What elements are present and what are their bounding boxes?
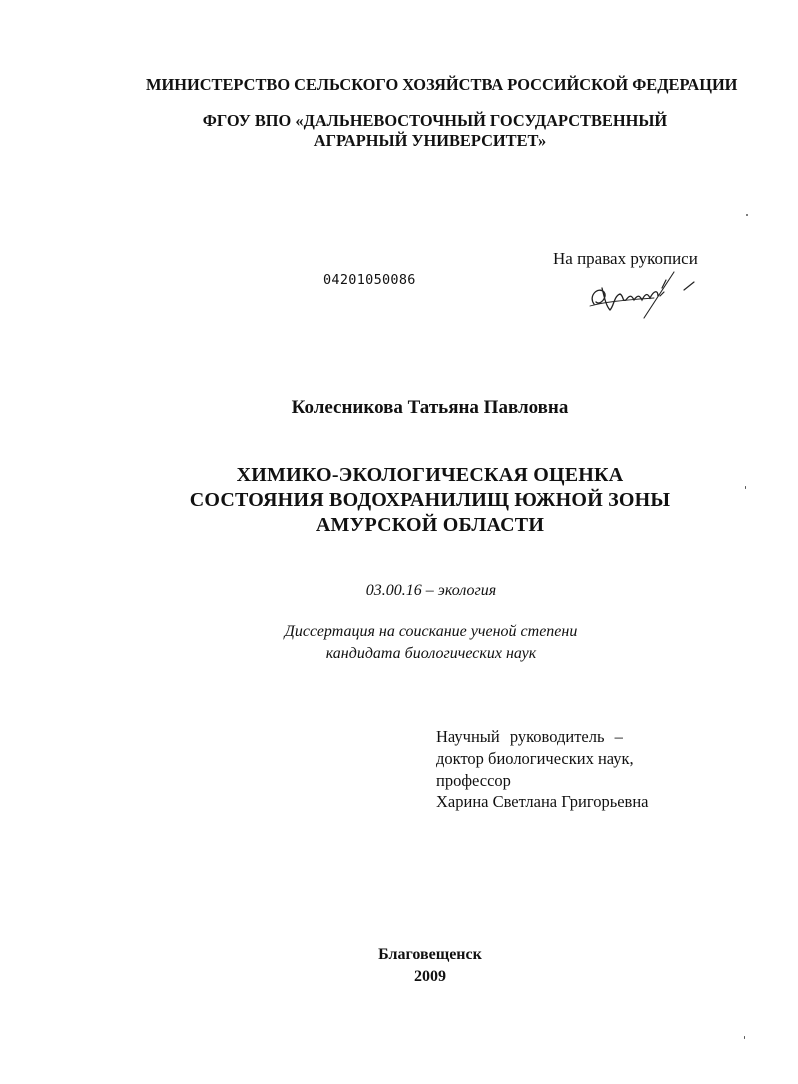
advisor-degree: доктор биологических наук, xyxy=(436,749,634,768)
publication-year: 2009 xyxy=(414,968,446,985)
dissertation-title-line-3: АМУРСКОЙ ОБЛАСТИ xyxy=(315,514,545,536)
degree-line-2: кандидата биологических наук xyxy=(325,645,537,662)
scan-speck xyxy=(746,214,748,216)
advisor-title: профессор xyxy=(436,771,511,790)
organization-line-2: АГРАРНЫЙ УНИВЕРСИТЕТ» xyxy=(313,131,547,150)
handwritten-signature xyxy=(584,266,699,324)
ministry-heading: МИНИСТЕРСТВО СЕЛЬСКОГО ХОЗЯЙСТВА РОССИЙСКОЙ ФЕДЕРАЦИИ xyxy=(146,75,738,94)
advisor-role: Научный руководитель – xyxy=(436,727,623,746)
dissertation-title-line-2: СОСТОЯНИЯ ВОДОХРАНИЛИЩ ЮЖНОЙ ЗОНЫ xyxy=(189,489,671,511)
manuscript-rights-note: На правах рукописи xyxy=(553,249,698,268)
scan-speck xyxy=(745,486,746,489)
dissertation-title-line-1: ХИМИКО-ЭКОЛОГИЧЕСКАЯ ОЦЕНКА xyxy=(236,464,624,486)
advisor-name: Харина Светлана Григорьевна xyxy=(436,792,649,811)
specialty-code: 03.00.16 – экология xyxy=(365,582,497,599)
catalog-number: 04201050086 xyxy=(323,272,416,288)
scan-speck xyxy=(744,1036,745,1039)
organization-line-1: ФГОУ ВПО «ДАЛЬНЕВОСТОЧНЫЙ ГОСУДАРСТВЕННЫЙ xyxy=(202,111,668,130)
author-name: Колесникова Татьяна Павловна xyxy=(291,397,569,418)
degree-line-1: Диссертация на соискание ученой степени xyxy=(284,623,578,640)
publication-city: Благовещенск xyxy=(378,946,482,963)
